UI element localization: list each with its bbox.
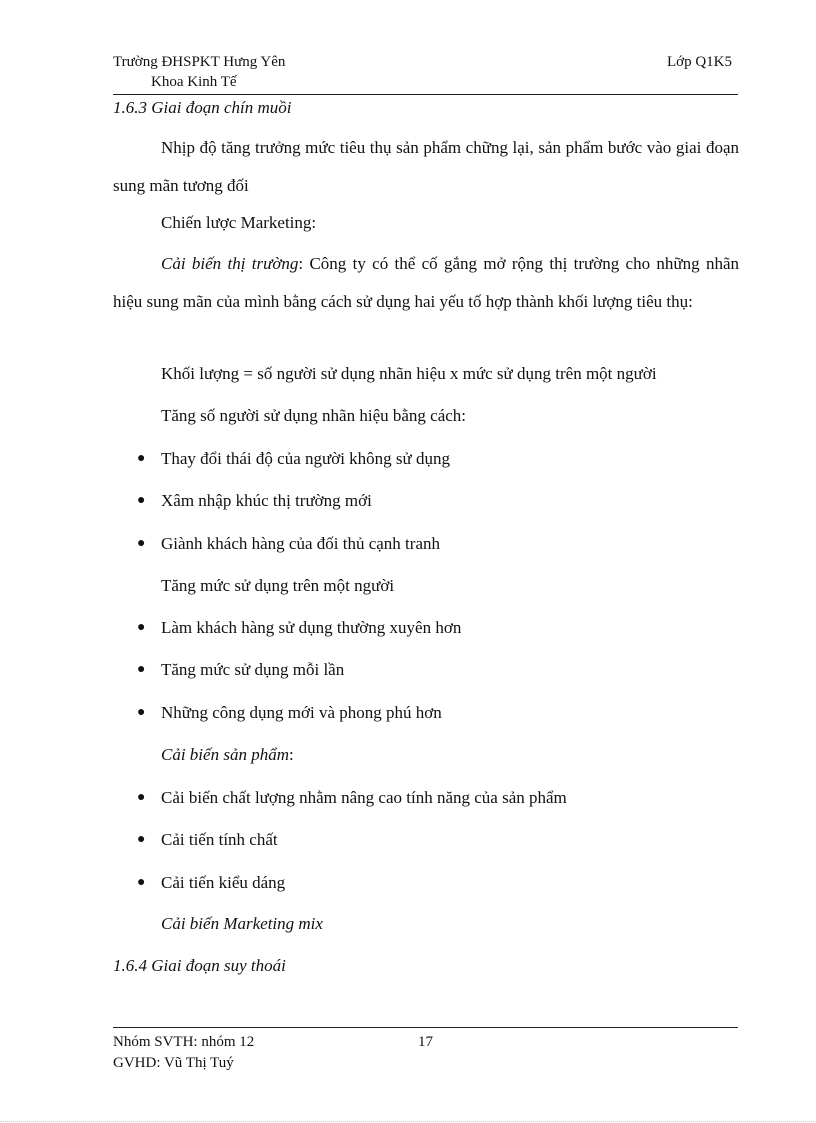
- page-bottom-edge: [0, 1121, 816, 1122]
- volume-formula: Khối lượng = số người sử dụng nhãn hiệu x mức sử dụng trên một người: [161, 364, 657, 383]
- section-heading-1-6-3: 1.6.3 Giai đoạn chín muồi: [113, 98, 292, 117]
- list-item: Cải tiến tính chất: [161, 830, 278, 849]
- market-text: : Công ty có thể cố gắng mở rộng thị trường cho những nhãn hiệu sung mãn của mình bằng cách sử dụng hai yếu tố hợp thành khối lượng tiêu thụ:: [113, 254, 739, 311]
- list-item: Cải biến chất lượng nhằm nâng cao tính năng của sản phẩm: [161, 788, 567, 807]
- bullet-dot: ●: [137, 662, 146, 677]
- increase-users-label: Tăng số người sử dụng nhãn hiệu bằng cách:: [161, 406, 467, 425]
- bullet-dot: ●: [137, 451, 146, 466]
- page-number: 17: [418, 1034, 433, 1050]
- paragraph-market-modification: [113, 245, 739, 321]
- product-title: Cải biến sản phẩm: [161, 745, 289, 764]
- market-title: Cải biến thị trường: [161, 254, 299, 273]
- list-item: Tăng mức sử dụng mỗi lần: [161, 660, 345, 679]
- page-header-left: [113, 52, 285, 92]
- product-colon: :: [288, 745, 294, 764]
- list-item: Thay đổi thái độ của người không sử dụng: [161, 449, 450, 468]
- list-item: Cải tiến kiểu dáng: [161, 873, 286, 892]
- bullet-dot: ●: [137, 620, 146, 635]
- paragraph-maturity-intro: Nhịp độ tăng trưởng mức tiêu thụ sản phẩm chững lại, sản phẩm bước vào giai đoạn sung mãn tương đối: [113, 138, 739, 195]
- bullet-dot: ●: [137, 493, 146, 508]
- strategy-label: Chiến lược Marketing:: [161, 213, 317, 232]
- bullet-dot: ●: [137, 875, 146, 890]
- list-item: Giành khách hàng của đối thủ cạnh tranh: [161, 534, 440, 553]
- header-divider: [113, 94, 738, 95]
- list-item: Làm khách hàng sử dụng thường xuyên hơn: [161, 618, 462, 637]
- footer-divider: [113, 1027, 738, 1028]
- section-heading-1-6-4: 1.6.4 Giai đoạn suy thoái: [113, 956, 286, 975]
- product-modification-label: [161, 745, 739, 765]
- bullet-dot: ●: [137, 705, 146, 720]
- advisor-label: GVHD: Vũ Thị Tuý: [113, 1055, 234, 1071]
- increase-usage-label: Tăng mức sử dụng trên một người: [161, 576, 395, 595]
- bullet-dot: ●: [137, 790, 146, 805]
- marketing-mix-label: Cải biến Marketing mix: [161, 914, 323, 933]
- class-name: Lớp Q1K5: [666, 54, 732, 70]
- faculty-name: Khoa Kinh Tế: [151, 74, 237, 90]
- list-item: Xâm nhập khúc thị trường mới: [161, 491, 372, 510]
- bullet-dot: ●: [137, 536, 146, 551]
- group-label: Nhóm SVTH: nhóm 12: [113, 1034, 255, 1050]
- list-item: Những công dụng mới và phong phú hơn: [161, 703, 442, 722]
- bullet-dot: ●: [137, 832, 146, 847]
- school-name: Trường ĐHSPKT Hưng Yên: [113, 54, 286, 70]
